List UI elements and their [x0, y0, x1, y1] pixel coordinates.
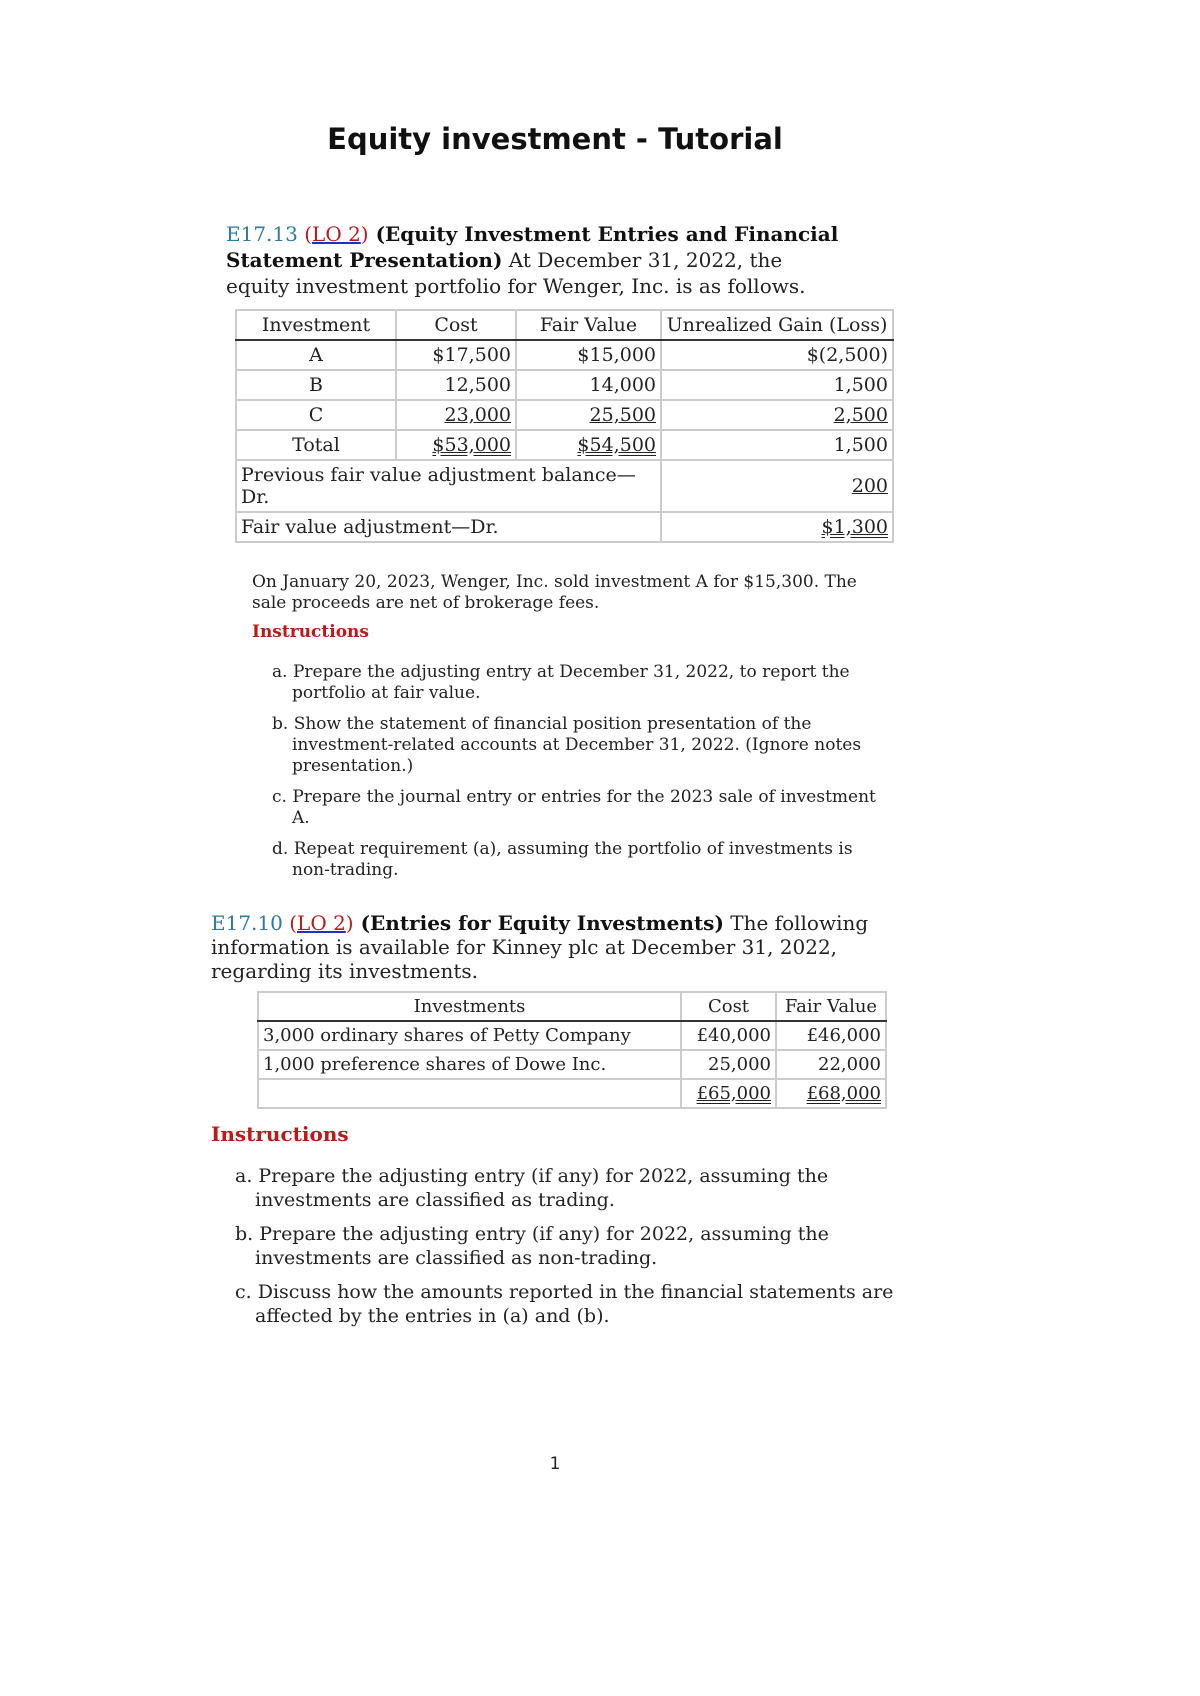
cell	[258, 1079, 681, 1108]
table-row	[236, 460, 893, 512]
cell: £68,000	[806, 1083, 881, 1104]
list-item: c. Discuss how the amounts reported in the financial statements are affected by the entries in (a) and (b).	[235, 1281, 894, 1327]
lo-link[interactable]: LO 2	[312, 222, 361, 246]
list-item: a. Prepare the adjusting entry (if any) for 2022, assuming the investments are classified as trading.	[235, 1165, 829, 1211]
exercise-heading: (Entries for Equity Investments)	[353, 911, 724, 935]
cell: $1,300	[821, 516, 888, 538]
column-header: Fair Value	[776, 992, 886, 1021]
instructions-heading: Instructions	[211, 1122, 349, 1146]
exercise-2-intro	[211, 911, 911, 983]
cell: 12,500	[396, 370, 516, 400]
exercise-number: E17.13	[226, 222, 298, 246]
cell: Total	[236, 430, 396, 460]
page-number: 1	[549, 1454, 561, 1474]
cell: $53,000	[432, 434, 511, 456]
instructions-list	[235, 1164, 935, 1338]
cell: 1,000 preference shares of Dowe Inc.	[258, 1050, 681, 1079]
sale-text: On January 20, 2023, Wenger, Inc. sold investment A for $15,300. The sale proceeds are net of brokerage fees.	[252, 572, 857, 613]
cell: 25,500	[589, 404, 656, 426]
table-row	[236, 512, 893, 542]
cell: Previous fair value adjustment balance—Dr.	[236, 460, 661, 512]
cell: $17,500	[396, 340, 516, 370]
investments-table	[257, 991, 887, 1109]
cell: $15,000	[516, 340, 661, 370]
cell: B	[236, 370, 396, 400]
column-header: Unrealized Gain (Loss)	[661, 310, 893, 340]
cell: 2,500	[833, 404, 888, 426]
column-header: Cost	[681, 992, 776, 1021]
cell: 200	[851, 475, 888, 497]
cell: 1,500	[661, 370, 893, 400]
table-row-total	[236, 430, 893, 460]
column-header: Investment	[236, 310, 396, 340]
list-item: b. Prepare the adjusting entry (if any) for 2022, assuming the investments are classified as non-trading.	[235, 1223, 829, 1269]
list-item: b. Show the statement of financial position presentation of the investment-related accounts at December 31, 2022. (Ignore notes presentation.)	[272, 714, 862, 776]
exercise-intro-text: At December 31, 2022, the equity investment portfolio for Wenger, Inc. is as follows.	[226, 248, 806, 298]
cell: 22,000	[776, 1050, 886, 1079]
cell: Fair value adjustment—Dr.	[236, 512, 661, 542]
table-row-total	[258, 1079, 886, 1108]
table-row	[258, 1050, 886, 1079]
table-row	[236, 400, 893, 430]
column-header: Cost	[396, 310, 516, 340]
lo-paren: (	[297, 222, 313, 246]
table-row	[236, 340, 893, 370]
table-header-row	[236, 310, 893, 340]
cell: £46,000	[776, 1021, 886, 1050]
cell: £65,000	[696, 1083, 771, 1104]
table-row	[258, 1021, 886, 1050]
cell: 3,000 ordinary shares of Petty Company	[258, 1021, 681, 1050]
cell: £40,000	[681, 1021, 776, 1050]
cell: 1,500	[661, 430, 893, 460]
cell: C	[236, 400, 396, 430]
table-row	[236, 370, 893, 400]
list-item: d. Repeat requirement (a), assuming the portfolio of investments is non-trading.	[272, 839, 853, 880]
exercise-1-intro	[226, 221, 846, 299]
page-title: Equity investment - Tutorial	[327, 122, 783, 156]
column-header: Fair Value	[516, 310, 661, 340]
cell: $54,500	[577, 434, 656, 456]
list-item: a. Prepare the adjusting entry at December 31, 2022, to report the portfolio at fair value.	[272, 662, 850, 703]
cell: 25,000	[681, 1050, 776, 1079]
instructions-heading: Instructions	[252, 622, 369, 642]
list-item: c. Prepare the journal entry or entries for the 2023 sale of investment A.	[272, 787, 876, 828]
lo-paren: )	[360, 222, 369, 246]
exercise-number: E17.10	[211, 911, 283, 935]
portfolio-table	[235, 309, 894, 543]
exercise-intro-text: The following information is available for Kinney plc at December 31, 2022, regarding its investments.	[211, 911, 869, 983]
column-header: Investments	[258, 992, 681, 1021]
cell: 23,000	[444, 404, 511, 426]
cell: 14,000	[516, 370, 661, 400]
lo-paren: )	[345, 911, 354, 935]
instructions-list	[272, 662, 887, 891]
lo-paren: (	[282, 911, 298, 935]
table-header-row	[258, 992, 886, 1021]
cell: $(2,500)	[661, 340, 893, 370]
lo-link[interactable]: LO 2	[297, 911, 346, 935]
cell: A	[236, 340, 396, 370]
exercise-heading: (Equity Investment Entries and Financial Statement Presentation)	[226, 222, 839, 272]
